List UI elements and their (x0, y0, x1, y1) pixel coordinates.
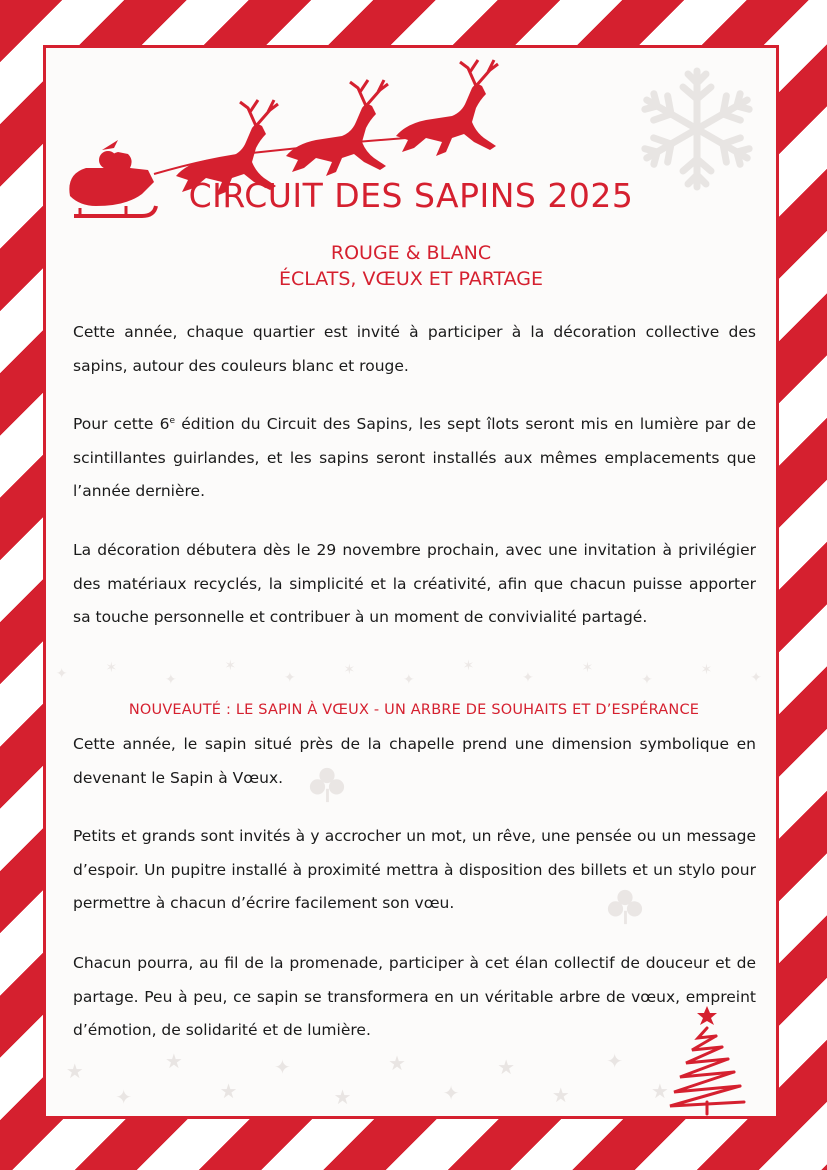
decoration-paragraph (73, 534, 756, 635)
svg-text:✶: ✶ (700, 661, 713, 679)
snowflake-icon (632, 64, 762, 194)
svg-text:★: ★ (165, 1049, 183, 1074)
paragraph-text: Pour cette 6 (73, 415, 170, 433)
svg-text:✦: ✦ (606, 1049, 624, 1074)
svg-text:✦: ✦ (750, 669, 762, 687)
svg-text:✶: ✶ (581, 659, 594, 677)
news-paragraph (73, 728, 756, 795)
svg-text:★: ★ (65, 1059, 84, 1084)
svg-text:★: ★ (551, 1083, 570, 1108)
subtitle-line: ÉCLATS, VŒUX ET PARTAGE (278, 268, 544, 290)
flyer-card (43, 45, 779, 1119)
star-icon (46, 1038, 776, 1118)
svg-text:✦: ✦ (641, 671, 653, 689)
svg-text:✦: ✦ (522, 669, 534, 687)
news-heading: NOUVEAUTÉ : LE SAPIN À VŒUX - UN ARBRE DE SOUHAITS ET D’ESPÉRANCE (128, 702, 700, 718)
svg-text:★: ★ (388, 1051, 406, 1076)
intro-paragraph (73, 316, 756, 383)
paragraph: Cette année, chaque quartier est invité à participer à la décoration collective des sapins, autour des couleurs blanc et rouge. (73, 323, 756, 375)
edition-paragraph (73, 408, 756, 509)
svg-text:✦: ✦ (165, 671, 177, 689)
ordinal-suffix: e (169, 415, 176, 426)
svg-text:★: ★ (333, 1085, 352, 1110)
svg-text:✦: ✦ (115, 1085, 133, 1110)
svg-text:✶: ✶ (105, 659, 118, 677)
svg-text:✦: ✦ (274, 1055, 291, 1080)
page-title: CIRCUIT DES SAPINS 2025 (188, 176, 634, 215)
svg-text:✦: ✦ (284, 669, 296, 687)
svg-text:★: ★ (497, 1055, 516, 1080)
svg-text:★: ★ (651, 1079, 669, 1104)
svg-text:✶: ✶ (224, 658, 237, 675)
svg-text:✦: ✦ (403, 671, 415, 689)
paragraph: Cette année, le sapin situé près de la chapelle prend une dimension symbolique en devenant le Sapin à Vœux. (73, 735, 756, 787)
paragraph: Chacun pourra, au fil de la promenade, participer à cet élan collectif de douceur et de partage. Peu à peu, ce sapin se transformera en un véritable arbre de vœux, empreint d’émotion, de solidarité et de lumière. (73, 954, 756, 1039)
svg-text:✦: ✦ (442, 1081, 460, 1106)
news-paragraph (73, 820, 756, 921)
subtitle (46, 240, 776, 292)
svg-text:✶: ✶ (462, 658, 475, 675)
star-icon (46, 658, 776, 698)
paragraph: Petits et grands sont invités à y accrocher un mot, un rêve, une pensée ou un message d’espoir. Un pupitre installé à proximité mettra à disposition des billets et un stylo pour permettre à chacun d’écrire facilement son vœu. (73, 827, 756, 912)
news-paragraph (73, 947, 756, 1048)
subtitle-line: ROUGE & BLANC (330, 242, 492, 264)
paragraph (73, 408, 756, 509)
paragraph: La décoration débutera dès le 29 novembre prochain, avec une invitation à privilégier des matériaux recyclés, la simplicité et la créativité, afin que chacun puisse apporter sa touche personnelle et contribuer à un moment de convivialité partagé. (73, 541, 756, 626)
paragraph-text: édition du Circuit des Sapins, les sept îlots seront mis en lumière par de scintillantes guirlandes, et les sapins seront installés aux mêmes emplacements que l’année dernière. (73, 415, 756, 500)
svg-text:✶: ✶ (343, 661, 356, 679)
svg-text:✦: ✦ (55, 665, 68, 683)
svg-text:★: ★ (219, 1079, 238, 1104)
